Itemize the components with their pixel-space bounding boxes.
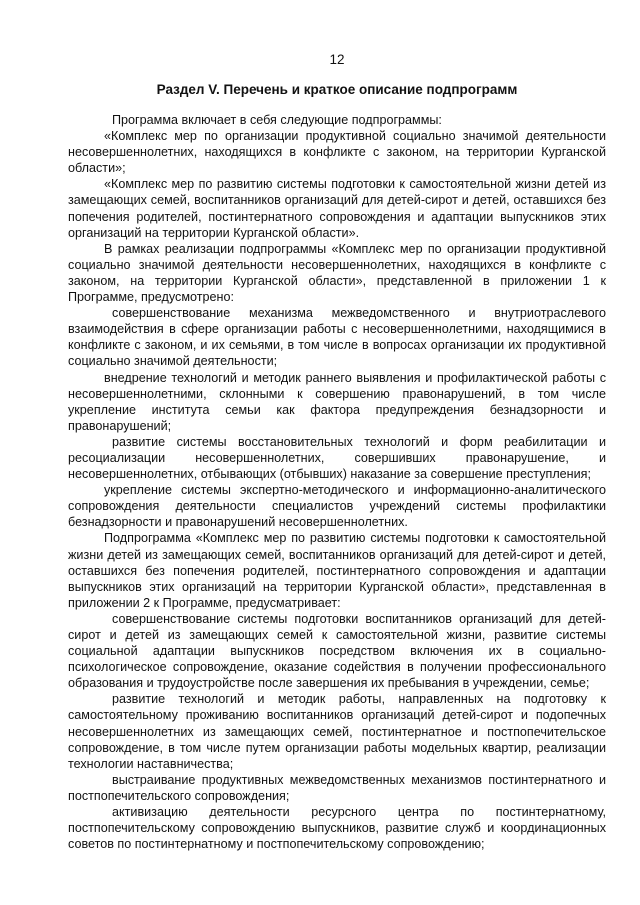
paragraph-item: совершенствование системы подготовки воспитанников организаций для детей-сирот и детей из замещающих семей к самостоятельной жизни, развитие системы социальной адаптации выпускников посредством включения их в социально-психологическое сопровождение, оказание содействия в получении профессионального образования и трудоустройстве после завершения их пребывания в учреждении, семье; [68,611,606,691]
paragraph-item: укрепление системы экспертно-методического и информационно-аналитического сопровождения деятельности специалистов учреждений системы профилактики безнадзорности и правонарушений несовершеннолетних. [68,483,606,530]
paragraph-item: развитие системы восстановительных технологий и форм реабилитации и ресоциализации несовершеннолетних, совершивших правонарушение, и несовершеннолетних, отбывающих (отбывших) наказание за совершение преступления; [68,434,606,482]
paragraph-subprogram-2: «Комплекс мер по развитию системы подготовки к самостоятельной жизни детей из замещающих семей, воспитанников организаций для детей-сирот и детей, оставшихся без попечения родителей, постинтернатного сопровождения и адаптации выпускников этих организаций на территории Курганской области». [68,177,606,240]
paragraph-subprogram-1: «Комплекс мер по организации продуктивной социально значимой деятельности несовершеннолетних, находящихся в конфликте с законом, на территории Курганской области»; [68,129,606,176]
paragraph-item: выстраивание продуктивных межведомственных механизмов постинтернатного и постпопечительского сопровождения; [68,772,606,803]
page-number: 12 [329,52,345,67]
paragraph-intro: Программа включает в себя следующие подпрограммы: [112,113,442,127]
paragraph-item: развитие технологий и методик работы, направленных на подготовку к самостоятельному проживанию воспитанников организаций детей-сирот и подопечных несовершеннолетних из замещающих семей, постинтернатное и постпопечительское сопровождение, в том числе путем организации работы модельных квартир, реализации технологии наставничества; [68,692,606,771]
paragraph-item: активизацию деятельности ресурсного центра по постинтернатному, постпопечительскому сопровождению выпускников, развитие служб и координационных советов по постинтернатному и постпопечительскому сопровождению; [68,805,606,852]
paragraph-item: совершенствование механизма межведомственного и внутриотраслевого взаимодействия в сфере организации работы с несовершеннолетними, находящимися в конфликте с законом, и их семьями, в том числе в вопросах организации их продуктивной социально значимой деятельности; [68,306,606,369]
paragraph-item: внедрение технологий и методик раннего выявления и профилактической работы с несовершеннолетними, склонными к совершению правонарушений, в том числе укрепление института семьи как фактора предупреждения безнадзорности и правонарушений; [68,370,606,433]
body-text [68,112,606,852]
paragraph-subprogram-1-intro: В рамках реализации подпрограммы «Комплекс мер по организации продуктивной социально значимой деятельности несовершеннолетних, находящихся в конфликте с законом, на территории Курганской области», представленной в приложении 1 к Программе, предусмотрено: [68,241,606,305]
paragraph-subprogram-2-intro: Подпрограмма «Комплекс мер по развитию системы подготовки к самостоятельной жизни детей из замещающих семей, воспитанников организаций для детей-сирот и детей, оставшихся без попечения родителей, постинтернатного сопровождения и адаптации выпускников этих организаций на территории Курганской области», представленная в приложении 2 к Программе, предусматривает: [68,531,606,610]
section-title: Раздел V. Перечень и краткое описание подпрограмм [156,82,518,97]
